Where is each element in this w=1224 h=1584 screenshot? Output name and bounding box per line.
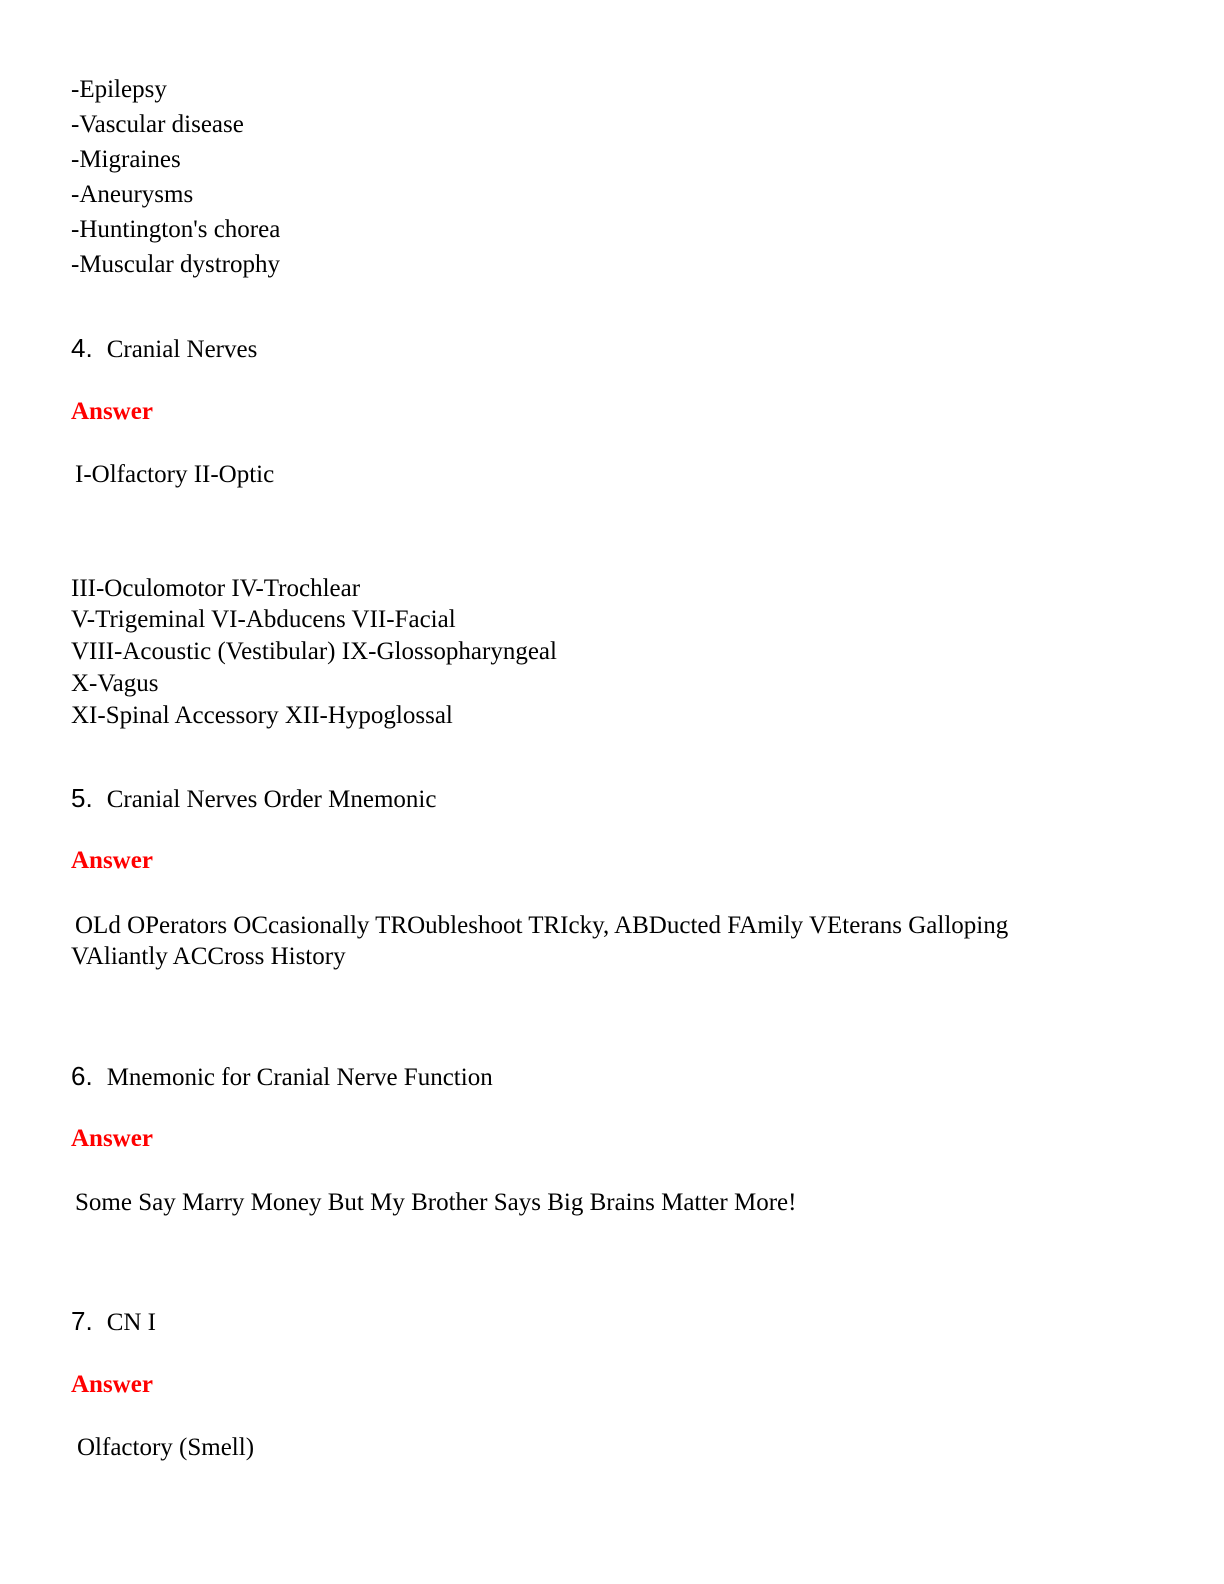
answer-label: Answer (71, 847, 153, 874)
answer-text: XI-Spinal Accessory XII-Hypoglossal (71, 702, 453, 729)
answer-text: Some Say Marry Money But My Brother Says Big Brains Matter More! (75, 1189, 797, 1216)
answer-text: Olfactory (Smell) (77, 1434, 255, 1461)
answer-text: V-Trigeminal VI-Abducens VII-Facial (71, 606, 456, 633)
question-5 (71, 783, 436, 815)
question-number: 4. (71, 333, 93, 363)
question-number: 7. (71, 1306, 93, 1336)
question-number: 6. (71, 1061, 93, 1091)
answer-label: Answer (71, 398, 153, 425)
question-title: Cranial Nerves (106, 336, 258, 363)
answer-text: III-Oculomotor IV-Trochlear (71, 575, 361, 602)
answer-text: I-Olfactory II-Optic (75, 461, 275, 488)
question-number: 5. (71, 783, 93, 813)
list-item: -Vascular disease (71, 111, 244, 138)
question-title: Cranial Nerves Order Mnemonic (106, 786, 437, 813)
answer-text: X-Vagus (71, 670, 159, 697)
list-item: -Epilepsy (71, 76, 167, 103)
answer-text: VIII-Acoustic (Vestibular) IX-Glossopharyngeal (71, 638, 557, 665)
list-item: -Aneurysms (71, 181, 194, 208)
list-item: -Huntington's chorea (71, 216, 281, 243)
question-7 (71, 1306, 156, 1338)
question-6 (71, 1061, 493, 1093)
answer-label: Answer (71, 1371, 153, 1398)
list-item: -Migraines (71, 146, 181, 173)
answer-text: VAliantly ACCross History (71, 943, 346, 970)
question-4 (71, 333, 257, 365)
list-item: -Muscular dystrophy (71, 251, 280, 278)
answer-label: Answer (71, 1125, 153, 1152)
question-title: Mnemonic for Cranial Nerve Function (106, 1064, 493, 1091)
answer-text: OLd OPerators OCcasionally TROubleshoot TRIcky, ABDucted FAmily VEterans Galloping (75, 912, 1009, 939)
question-title: CN I (106, 1309, 156, 1336)
